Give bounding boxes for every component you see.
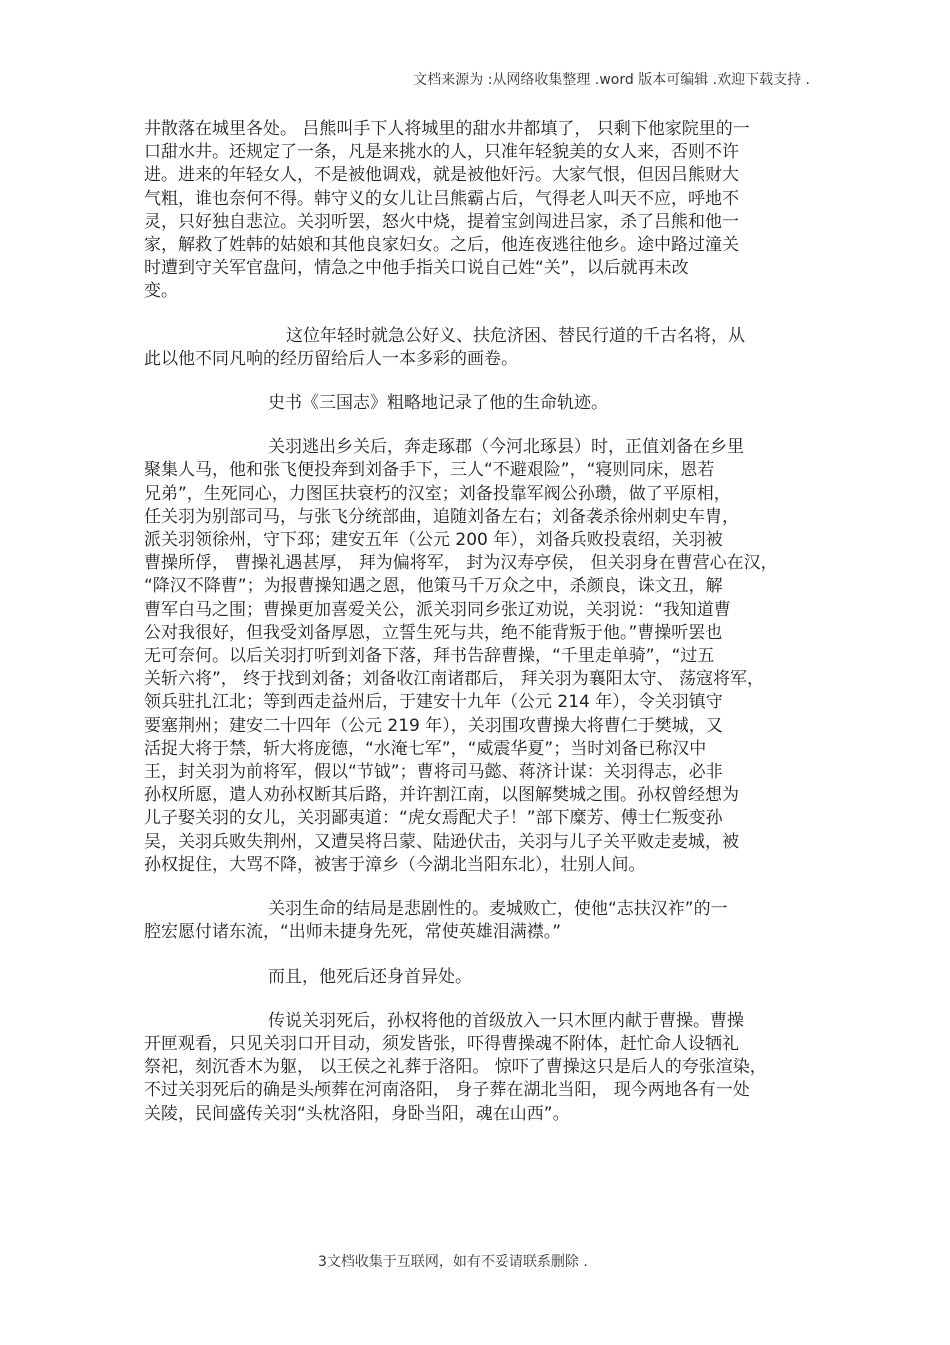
text-line: 曹操所俘， 曹操礼遇甚厚， 拜为偏将军， 封为汉寿亭侯， 但关羽身在曹营心在汉，: [144, 553, 778, 574]
text-line: 灵，只好独自悲泣。关羽听罢，怒火中烧，提着宝剑闯进吕家，杀了吕熊和他一: [144, 211, 739, 232]
text-line: 史书《三国志》粗略地记录了他的生命轨迹。: [268, 393, 608, 414]
text-line: 孙权所愿，遣人劝孙权断其后路，并许割江南，以图解樊城之围。孙权曾经想为: [144, 785, 739, 806]
page-header: 文档来源为 :从网络收集整理 .word 版本可编辑 .欢迎下载支持 .: [413, 72, 810, 88]
text-line: 无可奈何。以后关羽打听到刘备下落，拜书告辞曹操，“千里走单骑”，“过五: [144, 646, 715, 667]
text-line: 祭祀，刻沉香木为躯， 以王侯之礼葬于洛阳。 惊吓了曹操这只是后人的夸张渲染，: [144, 1057, 767, 1078]
text-line: 腔宏愿付诸东流，“出师未捷身先死，常使英雄泪满襟。”: [144, 922, 562, 943]
paragraph-2: [144, 325, 799, 371]
text-line: 不过关羽死后的确是头颅葬在河南洛阳， 身子葬在湖北当阳， 现今两地各有一处: [144, 1080, 750, 1101]
text-line: 关羽逃出乡关后，奔走琢郡（今河北琢县）时，正值刘备在乡里: [268, 437, 744, 458]
text-line: 变。: [144, 281, 178, 302]
text-line: 这位年轻时就急公好义、扶危济困、替民行道的千古名将，从: [286, 325, 745, 346]
text-line: 领兵驻扎江北；等到西走益州后，于建安十九年（公元 214 年），令关羽镇守: [144, 692, 723, 713]
text-line: 聚集人马，他和张飞便投奔到刘备手下，三人“不避艰险”，“寝则同床，恩若: [144, 460, 715, 481]
paragraph-5: [144, 898, 799, 944]
text-line: 孙权捉住，大骂不降，被害于漳乡（今湖北当阳东北），壮别人间。: [144, 854, 646, 875]
text-line: 关羽生命的结局是悲剧性的。麦城败亡，使他“志扶汉祚”的一: [268, 899, 728, 920]
text-line: 而且，他死后还身首异处。: [268, 966, 472, 987]
page-footer: 3文档收集于互联网，如有不妥请联系删除 .: [318, 1254, 588, 1270]
text-line: “降汉不降曹”；为报曹操知遇之恩，他策马千万众之中，杀颜良，诛文丑，解: [144, 576, 723, 597]
text-line: 兄弟”，生死同心，力图匡扶衰朽的汉室；刘备投靠军阀公孙瓒，做了平原相，: [144, 483, 731, 504]
text-line: 吴，关羽兵败失荆州，又遭吴将吕蒙、陆逊伏击，关羽与儿子关平败走麦城，被: [144, 831, 739, 852]
text-line: 儿子娶关羽的女儿，关羽鄙夷道：“虎女焉配犬子！”部下糜芳、傅士仁叛变孙: [144, 808, 723, 829]
text-line: 开匣观看，只见关羽口开目动，须发皆张，吓得曹操魂不附体，赶忙命人设牺礼: [144, 1033, 739, 1054]
text-line: 气粗，谁也奈何不得。韩守义的女儿让吕熊霸占后，气得老人叫天不应，呼地不: [144, 188, 739, 209]
paragraph-6: [144, 966, 799, 989]
paragraph-7: [144, 1010, 799, 1126]
paragraph-4: [144, 436, 799, 877]
text-line: 进。进来的年轻女人，不是被他调戏，就是被他奸污。大家气恨，但因吕熊财大: [144, 165, 739, 186]
text-line: 曹军白马之围；曹操更加喜爱关公，派关羽同乡张辽劝说，关羽说：“我知道曹: [144, 599, 731, 620]
text-line: 口甜水井。还规定了一条，凡是来挑水的人，只准年轻貌美的女人来，否则不许: [144, 142, 739, 163]
text-line: 公对我很好，但我受刘备厚恩，立誓生死与共，绝不能背叛于他。”曹操听罢也: [144, 622, 723, 643]
paragraph-3: [144, 392, 799, 415]
paragraph-1: [144, 118, 799, 304]
text-line: 派关羽领徐州，守下邳；建安五年（公元 200 年），刘备兵败投袁绍，关羽被: [144, 530, 723, 551]
text-line: 家，解救了姓韩的姑娘和其他良家妇女。之后，他连夜逃往他乡。途中路过潼关: [144, 235, 739, 256]
text-line: 要塞荆州；建安二十四年（公元 219 年），关羽围攻曹操大将曹仁于樊城，又: [144, 715, 723, 736]
text-line: 王，封关羽为前将军，假以“节钺”；曹将司马懿、蒋济计谋：关羽得志，必非: [144, 762, 723, 783]
text-line: 任关羽为别部司马，与张飞分统部曲，追随刘备左右；刘备袭杀徐州刺史车胄，: [144, 506, 739, 527]
text-line: 传说关羽死后，孙权将他的首级放入一只木匣内献于曹操。曹操: [268, 1010, 744, 1031]
text-line: 此以他不同凡响的经历留给后人一本多彩的画卷。: [144, 348, 518, 369]
text-line: 活捉大将于禁，斩大将庞德，“水淹七军”，“威震华夏”；当时刘备已称汉中: [144, 738, 707, 759]
text-line: 时遭到守关军官盘问，情急之中他手指关口说自己姓“关”，以后就再未改: [144, 258, 689, 279]
text-line: 井散落在城里各处。 吕熊叫手下人将城里的甜水井都填了， 只剩下他家院里的一: [144, 119, 750, 139]
text-line: 关斩六将”， 终于找到刘备；刘备收江南诸郡后， 拜关羽为襄阳太守、 荡寇将军，: [144, 669, 765, 690]
body-text: [144, 118, 799, 1147]
text-line: 关陵，民间盛传关羽“头枕洛阳，身卧当阳，魂在山西”。: [144, 1103, 570, 1124]
